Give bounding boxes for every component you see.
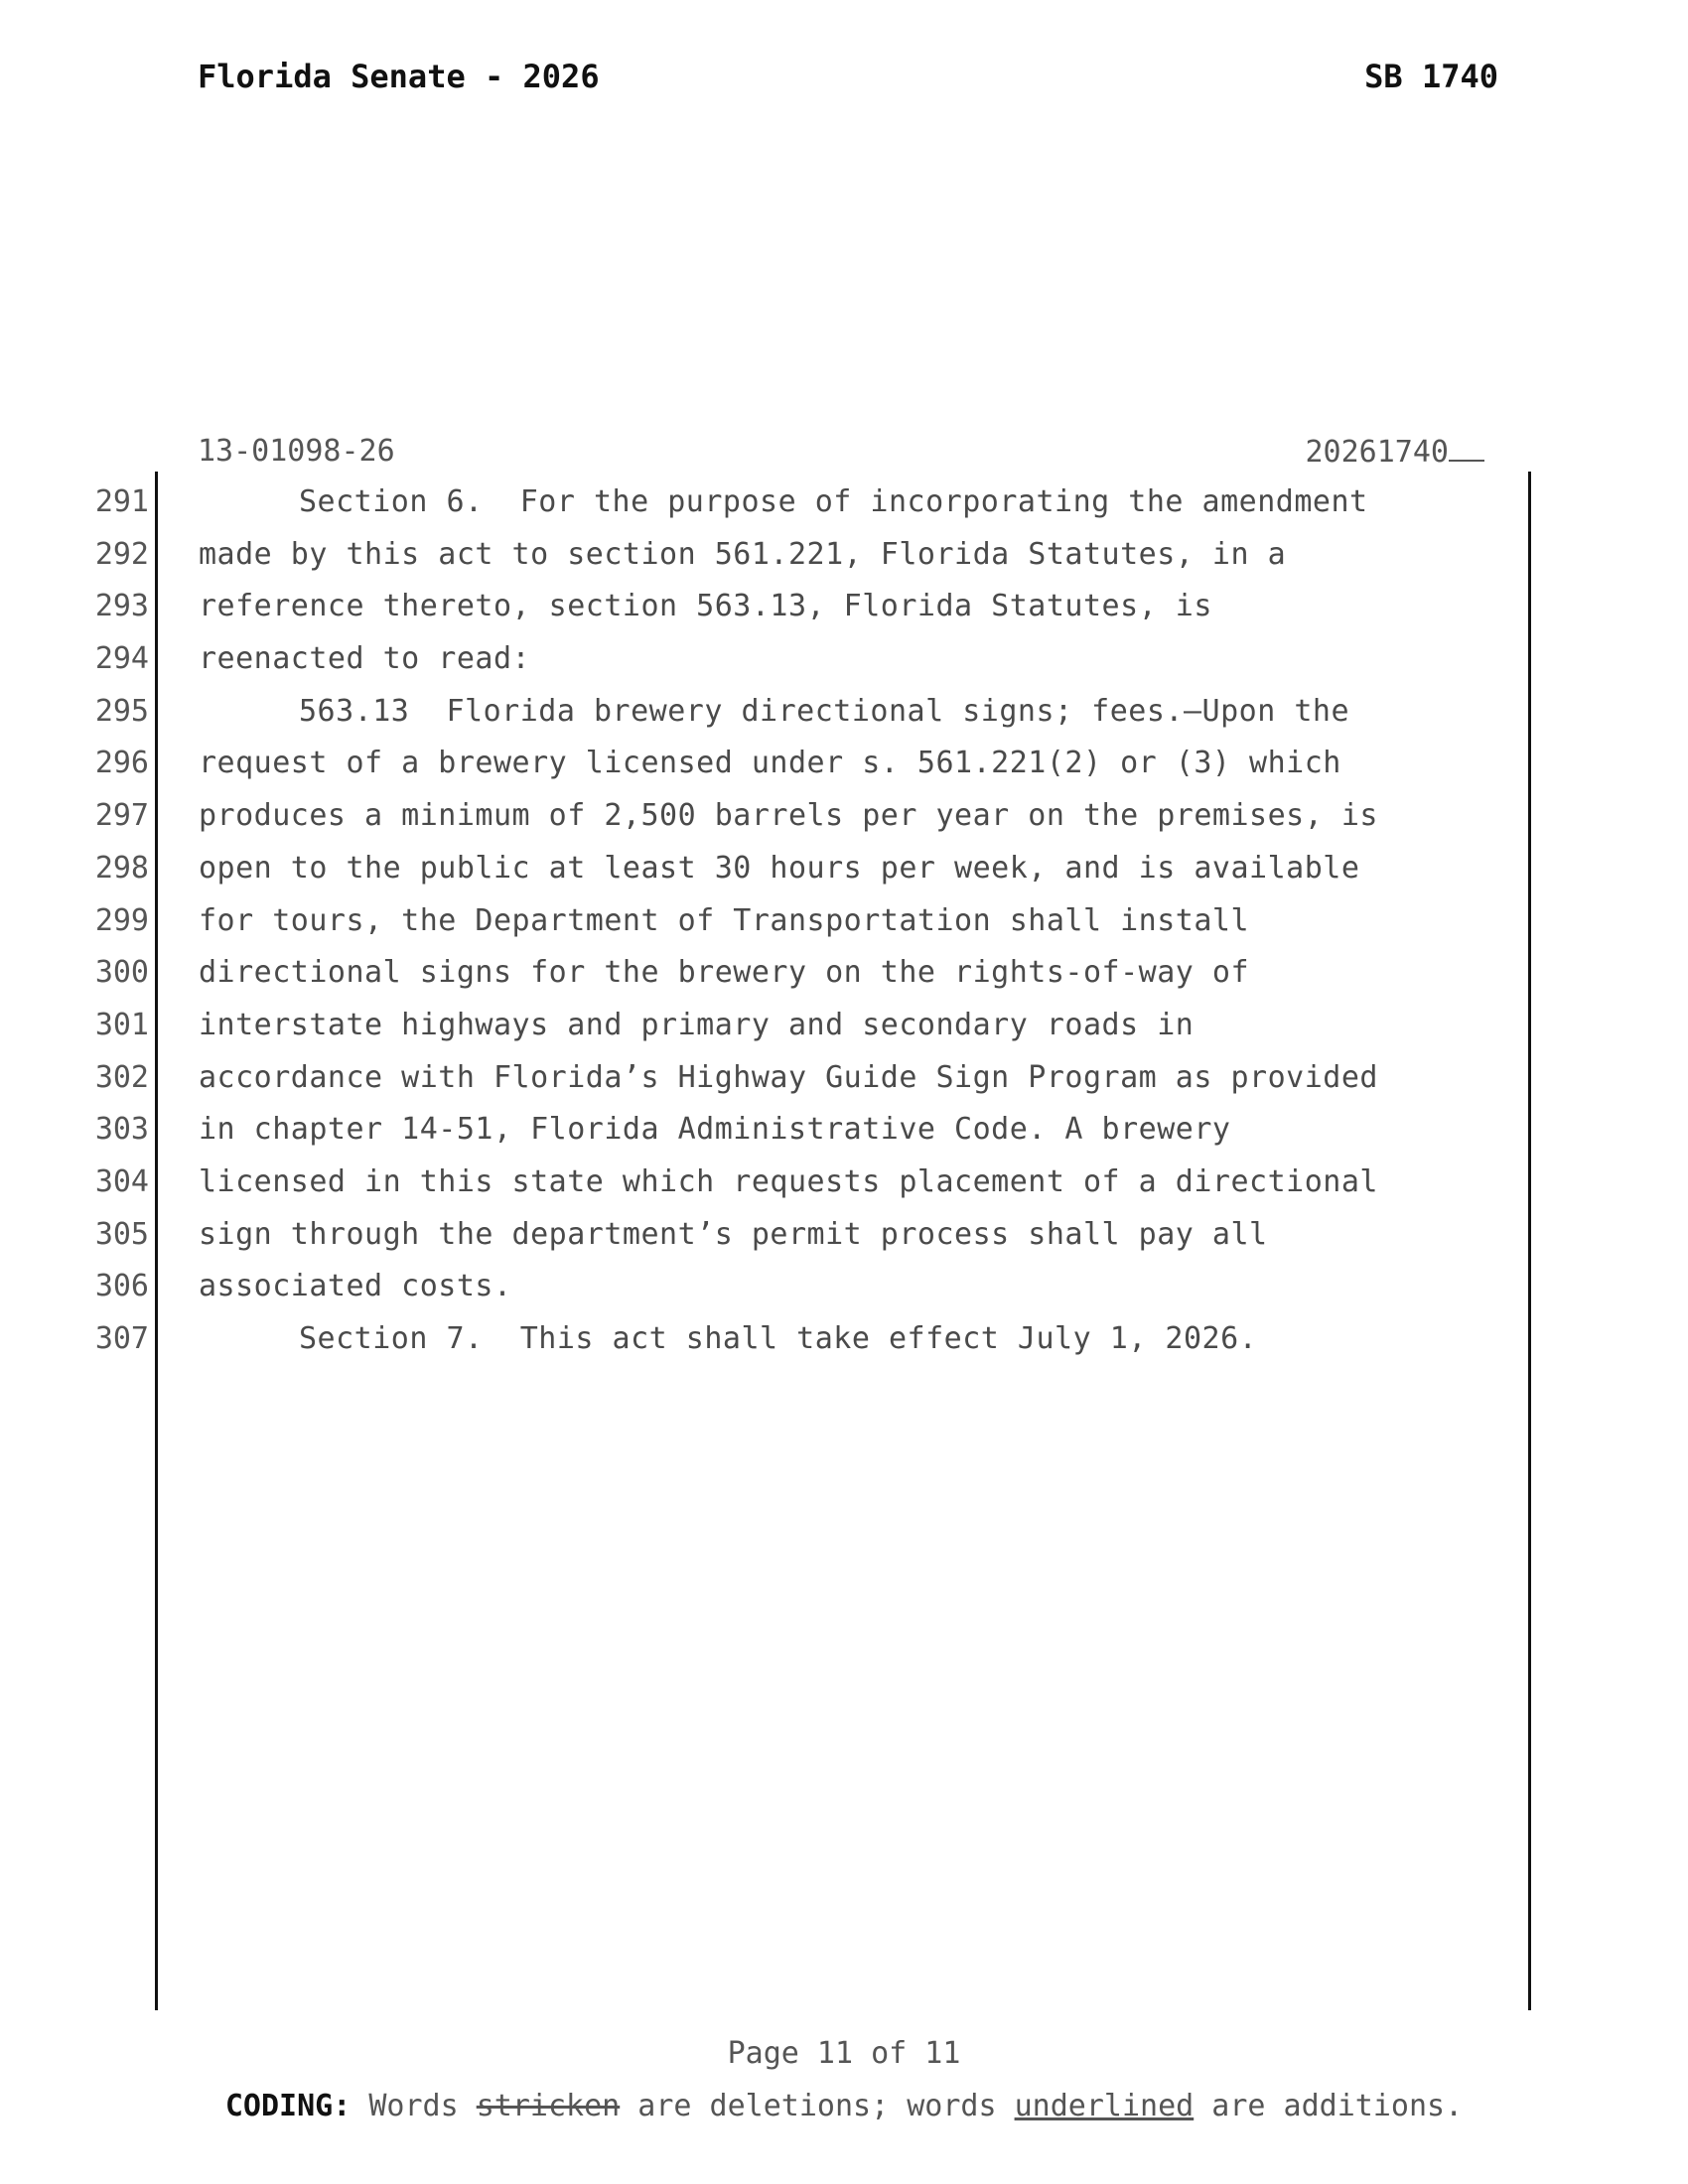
line-number: 291 [94, 484, 149, 519]
line-number: 307 [94, 1321, 149, 1356]
bill-number: SB 1740 [1364, 58, 1498, 95]
line-text: produces a minimum of 2,500 barrels per year on the premises, is [199, 798, 1378, 834]
version-blank [1449, 434, 1484, 462]
line-text: in chapter 14-51, Florida Administrative Code. A brewery [199, 1112, 1231, 1148]
line-text: interstate highways and primary and secondary roads in [199, 1007, 1195, 1042]
line-number: 303 [94, 1112, 149, 1148]
line-number: 295 [94, 693, 149, 729]
line-number: 299 [94, 902, 149, 938]
line-number: 298 [94, 850, 149, 886]
line-text: Section 6. For the purpose of incorporating the amendment [299, 484, 1368, 519]
coding-text-2: are deletions; words [620, 2089, 1015, 2123]
bill-text-lines [0, 484, 1688, 1374]
line-text: accordance with Florida’s Highway Guide Sign Program as provided [199, 1059, 1378, 1095]
line-number: 294 [94, 641, 149, 677]
coding-legend [0, 2089, 1688, 2123]
coding-text-3: are additions. [1194, 2089, 1464, 2123]
coding-underlined-example: underlined [1014, 2089, 1195, 2123]
bill-line [0, 537, 1688, 590]
bill-line [0, 1060, 1688, 1113]
line-text: request of a brewery licensed under s. 561.221(2) or (3) which [199, 746, 1341, 781]
line-number: 305 [94, 1216, 149, 1252]
page-number: Page 11 of 11 [727, 2036, 961, 2071]
bill-line [0, 1112, 1688, 1164]
bill-line [0, 746, 1688, 798]
line-number: 302 [94, 1059, 149, 1095]
bill-line [0, 694, 1688, 747]
line-text: sign through the department’s permit process shall pay all [199, 1216, 1268, 1252]
line-number: 297 [94, 798, 149, 834]
bill-line [0, 641, 1688, 694]
bill-line [0, 1269, 1688, 1321]
line-text: for tours, the Department of Transportation shall install [199, 902, 1250, 938]
coding-label: CODING: [224, 2089, 352, 2123]
bill-version-number: 20261740 [1305, 435, 1449, 470]
line-number: 300 [94, 955, 149, 991]
line-text: Section 7. This act shall take effect July 1, 2026. [299, 1321, 1258, 1356]
bill-line [0, 851, 1688, 903]
line-text: licensed in this state which requests placement of a directional [199, 1163, 1378, 1199]
bill-line [0, 1217, 1688, 1270]
line-number: 293 [94, 589, 149, 624]
line-text: open to the public at least 30 hours per week, and is available [199, 850, 1360, 886]
line-text: made by this act to section 561.221, Florida Statutes, in a [199, 536, 1287, 572]
line-text: reenacted to read: [199, 641, 531, 677]
line-number: 292 [94, 536, 149, 572]
line-number: 301 [94, 1007, 149, 1042]
line-text: 563.13 Florida brewery directional signs; fees.—Upon the [299, 693, 1350, 729]
bill-line [0, 1321, 1688, 1374]
bill-line [0, 484, 1688, 537]
line-text: associated costs. [199, 1269, 512, 1304]
bill-line [0, 955, 1688, 1008]
bill-line [0, 1008, 1688, 1060]
document-code: 13-01098-26 [198, 434, 395, 469]
line-text: reference thereto, section 563.13, Florida Statutes, is [199, 589, 1212, 624]
coding-stricken-example: stricken [476, 2089, 621, 2123]
line-text: directional signs for the brewery on the rights-of-way of [199, 955, 1250, 991]
bill-line [0, 903, 1688, 956]
bill-line [0, 589, 1688, 641]
bill-line [0, 798, 1688, 851]
bill-version-code [1306, 434, 1485, 470]
line-number: 296 [94, 746, 149, 781]
header-title: Florida Senate - 2026 [198, 58, 600, 95]
coding-text-1: Words [351, 2089, 477, 2123]
bill-line [0, 1164, 1688, 1217]
line-number: 304 [94, 1163, 149, 1199]
line-number: 306 [94, 1269, 149, 1304]
